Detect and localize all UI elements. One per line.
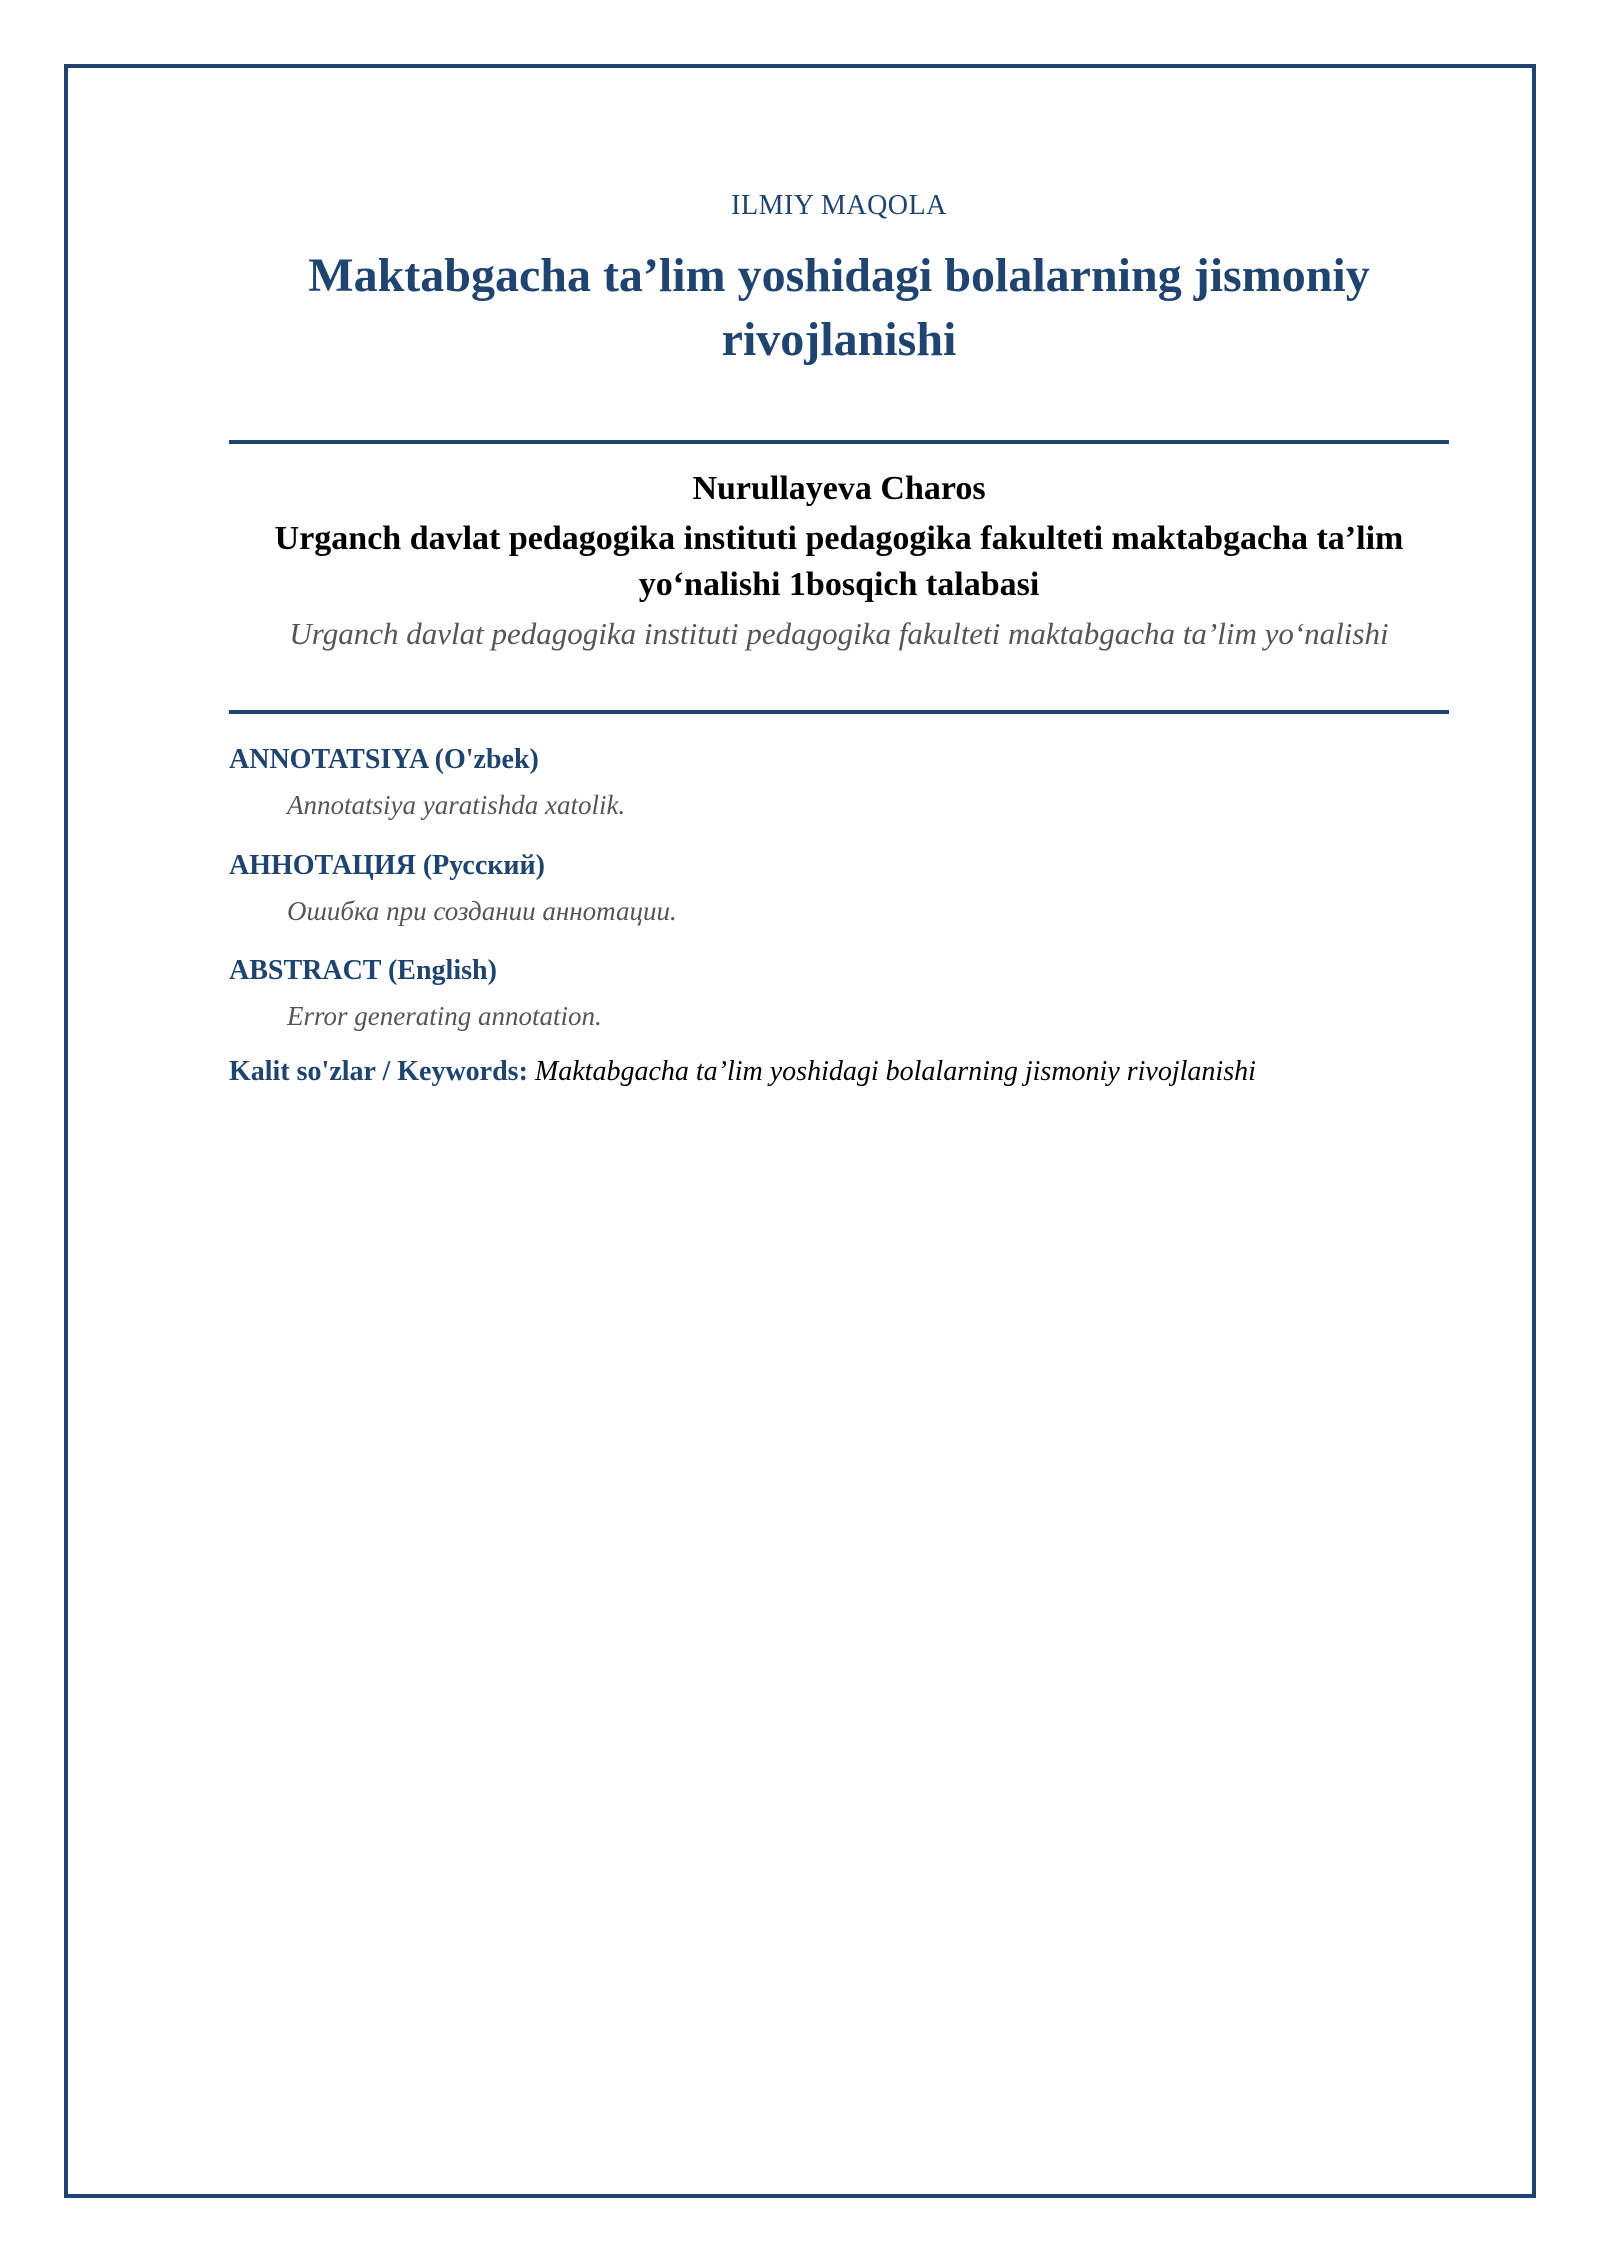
annotation-ru-heading: АННОТАЦИЯ (Русский): [229, 850, 545, 881]
annotation-uz-heading: ANNOTATSIYA (O'zbek): [229, 744, 539, 775]
article-title: Maktabgacha ta’lim yoshidagi bolalarning jismoniy rivojlanishi: [308, 249, 1370, 366]
author-affiliation: Urganch davlat pedagogika instituti pedagogika fakulteti maktabgacha ta’lim yo‘nalishi 1bosqich talabasi: [274, 520, 1404, 603]
keywords-label: Kalit so'zlar / Keywords:: [229, 1056, 528, 1087]
page-border: [64, 64, 1536, 2198]
annotation-uz-text: Annotatsiya yaratishda xatolik.: [287, 790, 626, 820]
annotation-ru-text: Ошибка при создании аннотации.: [287, 896, 677, 926]
top-divider: [229, 440, 1449, 444]
article-kicker: ILMIY MAQOLA: [731, 190, 947, 221]
author-name: Nurullayeva Charos: [692, 470, 986, 507]
keywords-value: Maktabgacha ta’lim yoshidagi bolalarning jismoniy rivojlanishi: [534, 1056, 1256, 1087]
bottom-divider: [229, 710, 1449, 714]
annotation-en-heading: ABSTRACT (English): [229, 955, 497, 986]
keywords-line: [229, 1056, 1449, 1088]
author-affiliation-secondary: Urganch davlat pedagogika instituti pedagogika fakulteti maktabgacha ta’lim yo‘nalishi: [289, 616, 1389, 651]
annotation-en-text: Error generating annotation.: [287, 1001, 602, 1031]
